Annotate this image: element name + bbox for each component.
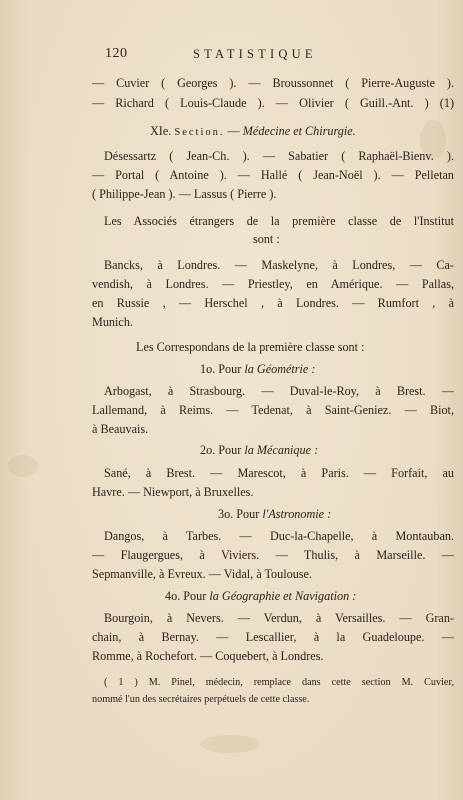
section-dash: —	[227, 124, 240, 138]
text-line: Havre. — Niewport, à Bruxelles.	[92, 485, 254, 499]
text-line: — Portal ( Antoine ). — Hallé ( Jean-Noël ). — Pelletan	[92, 168, 454, 182]
subsection-number: 3o. Pour	[218, 507, 260, 521]
footnote-line: nommé l'un des secrétaires perpétuels de cette classe.	[92, 694, 310, 705]
subsection-heading	[200, 362, 315, 377]
paper-stain	[200, 735, 260, 753]
text-line: Arbogast, à Strasbourg. — Duval-le-Roy, à Brest. —	[104, 384, 454, 398]
text-line: Les Correspondans de la première classe sont :	[136, 340, 365, 354]
text-line: Les Associés étrangers de la première classe de l'Institut	[104, 214, 454, 228]
section-title: Médecine et Chirurgie.	[242, 124, 356, 138]
text-line: — Richard ( Louis-Claude ). — Olivier ( Guill.-Ant. ) (1)	[92, 96, 454, 110]
subsection-heading	[165, 589, 356, 604]
subsection-number: 1o. Pour	[200, 362, 242, 376]
text-line: — Cuvier ( Georges ). — Broussonnet ( Pierre-Auguste ).	[92, 76, 454, 90]
text-line: Bancks, à Londres. — Maskelyne, à Londres, — Ca-	[104, 258, 454, 272]
text-line: Sané, à Brest. — Marescot, à Paris. — Forfait, au	[104, 466, 454, 480]
text-line: Bourgoin, à Nevers. — Verdun, à Versailles. — Gran-	[104, 611, 454, 625]
running-header	[105, 46, 405, 66]
text-line: Dangos, à Tarbes. — Duc-la-Chapelle, à Montauban.	[104, 529, 454, 543]
section-label: Section.	[174, 127, 225, 138]
subsection-title: l'Astronomie :	[262, 507, 332, 521]
text-line: vendish, à Londres. — Priestley, en Amérique. — Pallas,	[92, 277, 454, 291]
paper-stain	[8, 455, 38, 477]
text-line: sont :	[253, 232, 280, 246]
subsection-title: la Géométrie :	[244, 362, 316, 376]
subsection-number: 2o. Pour	[200, 443, 242, 457]
text-line: ( Philippe-Jean ). — Lassus ( Pierre ).	[92, 187, 277, 201]
footnote-line: ( 1 ) M. Pinel, médecin, remplace dans cette section M. Cuvier,	[104, 677, 454, 688]
text-line: Désessartz ( Jean-Ch. ). — Sabatier ( Raphaël-Bienv. ).	[104, 149, 454, 163]
text-line: Munich.	[92, 315, 133, 329]
subsection-number: 4o. Pour	[165, 589, 207, 603]
subsection-title: la Mécanique :	[244, 443, 319, 457]
text-line: Sepmanville, à Evreux. — Vidal, à Toulouse.	[92, 567, 313, 581]
subsection-title: la Géographie et Navigation :	[209, 589, 357, 603]
section-heading	[150, 124, 356, 140]
section-number: XIe.	[150, 124, 172, 138]
page-number: 120	[105, 46, 128, 61]
subsection-heading	[200, 443, 318, 458]
text-line: — Flaugergues, à Viviers. — Thulis, à Marseille. —	[92, 548, 454, 562]
text-line: Lallemand, à Reims. — Tedenat, à Saint-Geniez. — Biot,	[92, 403, 454, 417]
text-line: à Beauvais.	[92, 422, 149, 436]
subsection-heading	[218, 507, 331, 522]
text-line: chain, à Bernay. — Lescallier, à la Guadeloupe. —	[92, 630, 454, 644]
text-line: en Russie , — Herschel , à Londres. — Rumfort , à	[92, 296, 454, 310]
running-title: STATISTIQUE	[193, 47, 317, 61]
text-line: Romme, à Rochefort. — Coquebert, à Londres.	[92, 649, 324, 663]
